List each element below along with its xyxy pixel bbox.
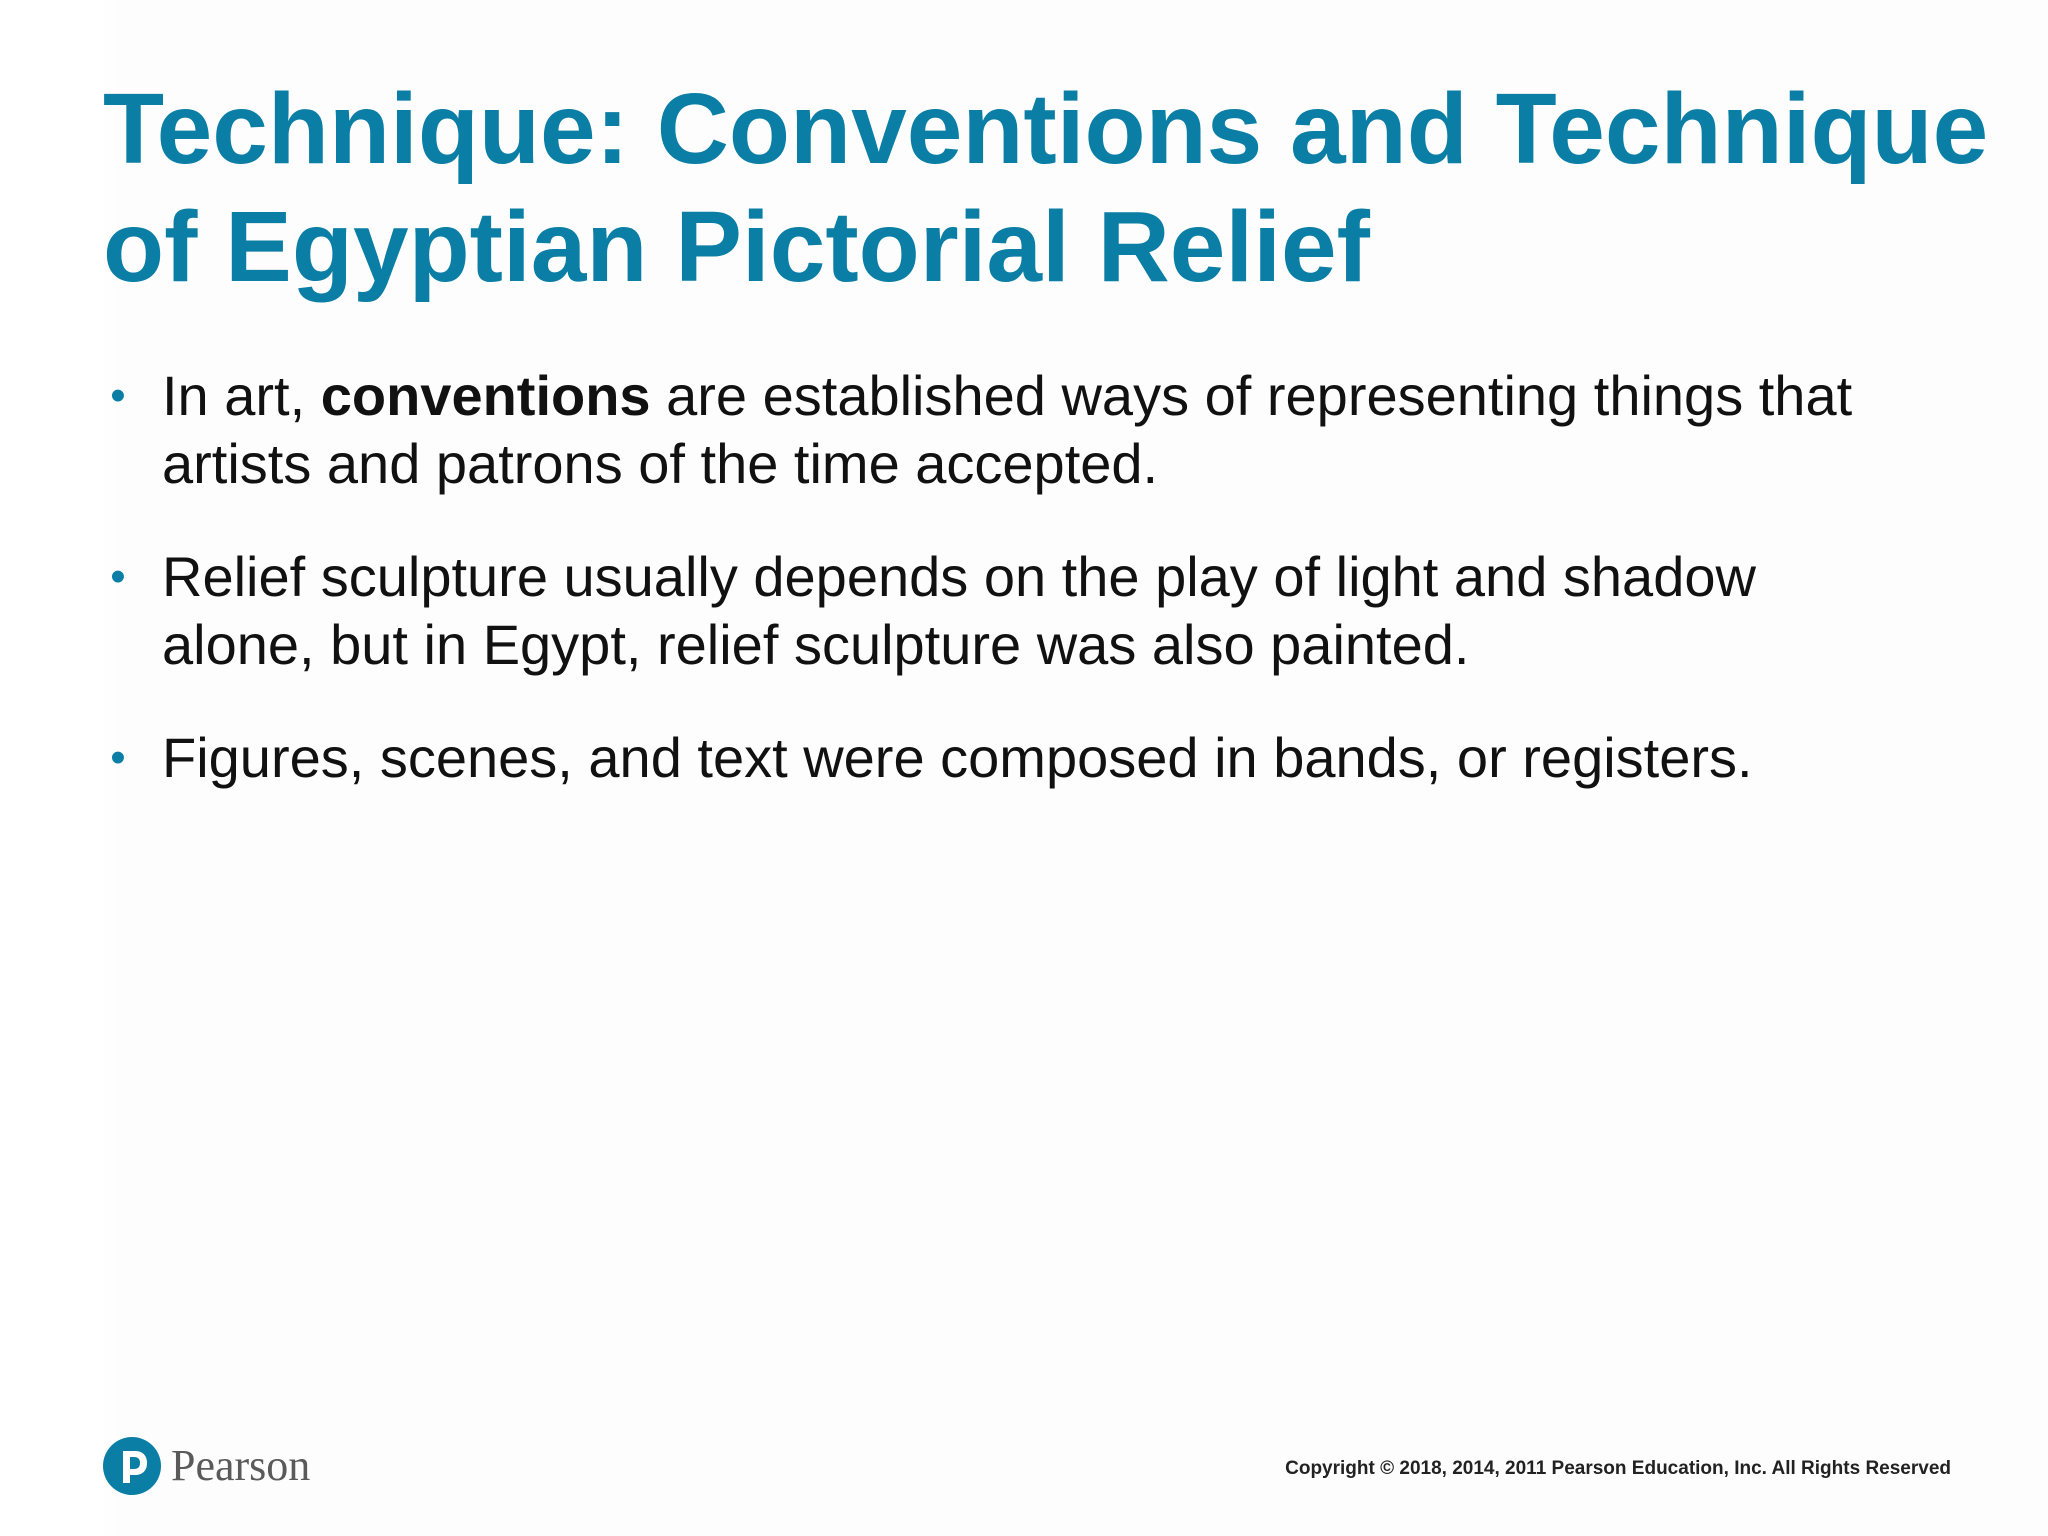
- slide-title: [103, 70, 2003, 306]
- bullet-text: are established ways of representing things that: [650, 364, 1853, 427]
- bullet-dot: •: [110, 733, 126, 782]
- bullet-line: Figures, scenes, and text were composed in bands, or registers.: [162, 726, 1753, 789]
- bullet-item-conventions: [103, 362, 1963, 498]
- bullet-dot: •: [110, 371, 126, 420]
- slide-title-line-2: of Egyptian Pictorial Relief: [103, 191, 1370, 303]
- bullet-item-relief: [103, 543, 1963, 679]
- bold-term: conventions: [320, 364, 651, 427]
- bullet-line: artists and patrons of the time accepted.: [162, 432, 1159, 495]
- copyright-notice: Copyright © 2018, 2014, 2011 Pearson Education, Inc. All Rights Reserved: [1285, 1458, 1951, 1479]
- pearson-wordmark: Pearson: [171, 1441, 311, 1490]
- bullet-dot: •: [110, 552, 126, 601]
- bullet-line: [162, 362, 1963, 430]
- slide-title-line-1: Technique: Conventions and Technique: [103, 73, 1989, 185]
- bullet-list: [103, 362, 1963, 837]
- bullet-line: alone, but in Egypt, relief sculpture was also painted.: [162, 613, 1470, 676]
- bullet-line: Relief sculpture usually depends on the play of light and shadow: [162, 545, 1756, 608]
- pearson-logo: [103, 1433, 310, 1499]
- bullet-text: In art,: [162, 364, 321, 427]
- bullet-item-registers: [103, 724, 1963, 792]
- pearson-p-logo-icon: [103, 1437, 161, 1495]
